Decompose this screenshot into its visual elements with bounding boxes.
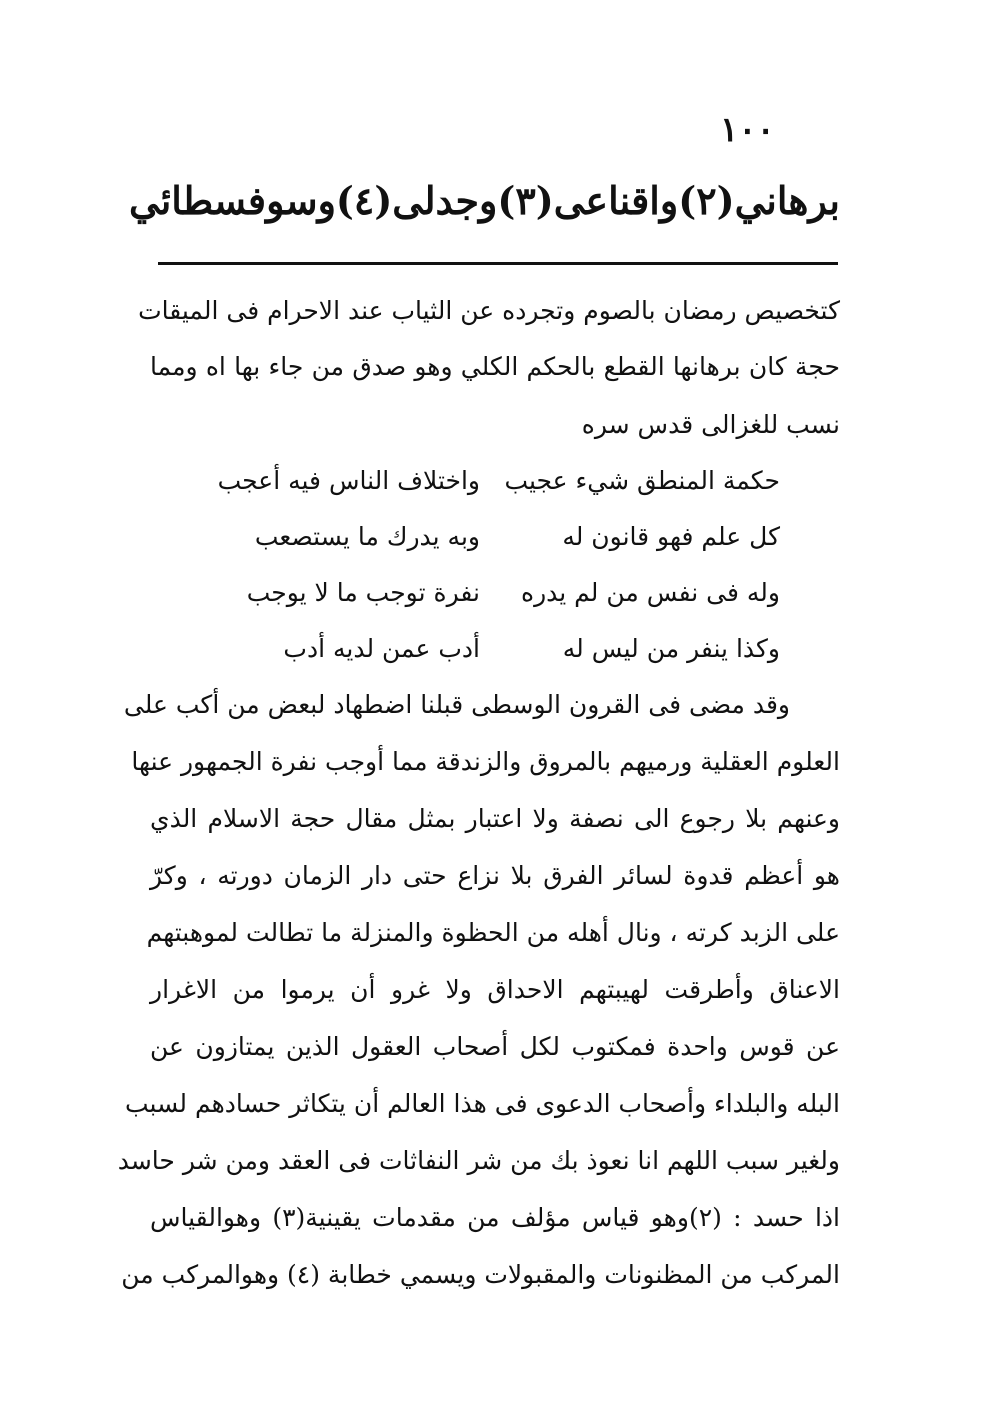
verse-second-hemistich: نفرة توجب ما لا يوجب [246, 578, 480, 607]
verse-second-hemistich: واختلاف الناس فيه أعجب [217, 466, 480, 495]
text-line: على الزبد كرته ، ونال أهله من الحظوة والمنزلة ما تطالت لموهبتهم [146, 918, 840, 947]
verse-first-hemistich: كل علم فهو قانون له [562, 522, 780, 551]
heading-rule [158, 262, 838, 265]
verse-first-hemistich: حكمة المنطق شيء عجيب [504, 466, 780, 495]
text-line: حجة كان برهانها القطع بالحكم الكلي وهو صدق من جاء بها اه ومما [150, 352, 840, 381]
page-number: ١٠٠ [720, 110, 775, 150]
text-line: عن قوس واحدة فمكتوب لكل أصحاب العقول الذين يمتازون عن [150, 1032, 840, 1061]
text-line: وعنهم بلا رجوع الى نصفة ولا اعتبار بمثل مقال حجة الاسلام الذي [150, 804, 840, 833]
page-heading: برهاني(٢)واقناعى(٣)وجدلى(٤)وسوفسطائي [129, 178, 840, 223]
text-line: الاعناق وأطرقت لهيبتهم الاحداق ولا غرو أن يرموا من الاغرار [150, 975, 840, 1004]
text-line: هو أعظم قدوة لسائر الفرق بلا نزاع حتى دار الزمان دورته ، وكرّ [150, 861, 840, 890]
text-line: المركب من المظنونات والمقبولات ويسمي خطابة (٤) وهوالمركب من [121, 1260, 840, 1289]
verse-first-hemistich: وله فى نفس من لم يدره [520, 578, 780, 607]
text-line: اذا حسد : (٢)وهو قياس مؤلف من مقدمات يقينية(٣) وهوالقياس [150, 1203, 841, 1232]
verse-first-hemistich: وكذا ينفر من ليس له [562, 634, 780, 663]
verse-second-hemistich: وبه يدرك ما يستصعب [254, 522, 480, 551]
verse-second-hemistich: أدب عمن لديه أدب [283, 634, 480, 663]
text-line: ولغير سبب اللهم انا نعوذ بك من شر النفاثات فى العقد ومن شر حاسد [117, 1146, 840, 1175]
text-line: البله والبلداء وأصحاب الدعوى فى هذا العالم أن يتكاثر حسادهم لسبب [124, 1089, 840, 1118]
text-line: كتخصيص رمضان بالصوم وتجرده عن الثياب عند الاحرام فى الميقات [138, 296, 840, 325]
text-line: نسب للغزالى قدس سره [581, 410, 840, 439]
text-line: العلوم العقلية ورميهم بالمروق والزندقة مما أوجب نفرة الجمهور عنها [131, 747, 840, 776]
text-line: وقد مضى فى القرون الوسطى قبلنا اضطهاد لبعض من أكب على [123, 690, 790, 719]
